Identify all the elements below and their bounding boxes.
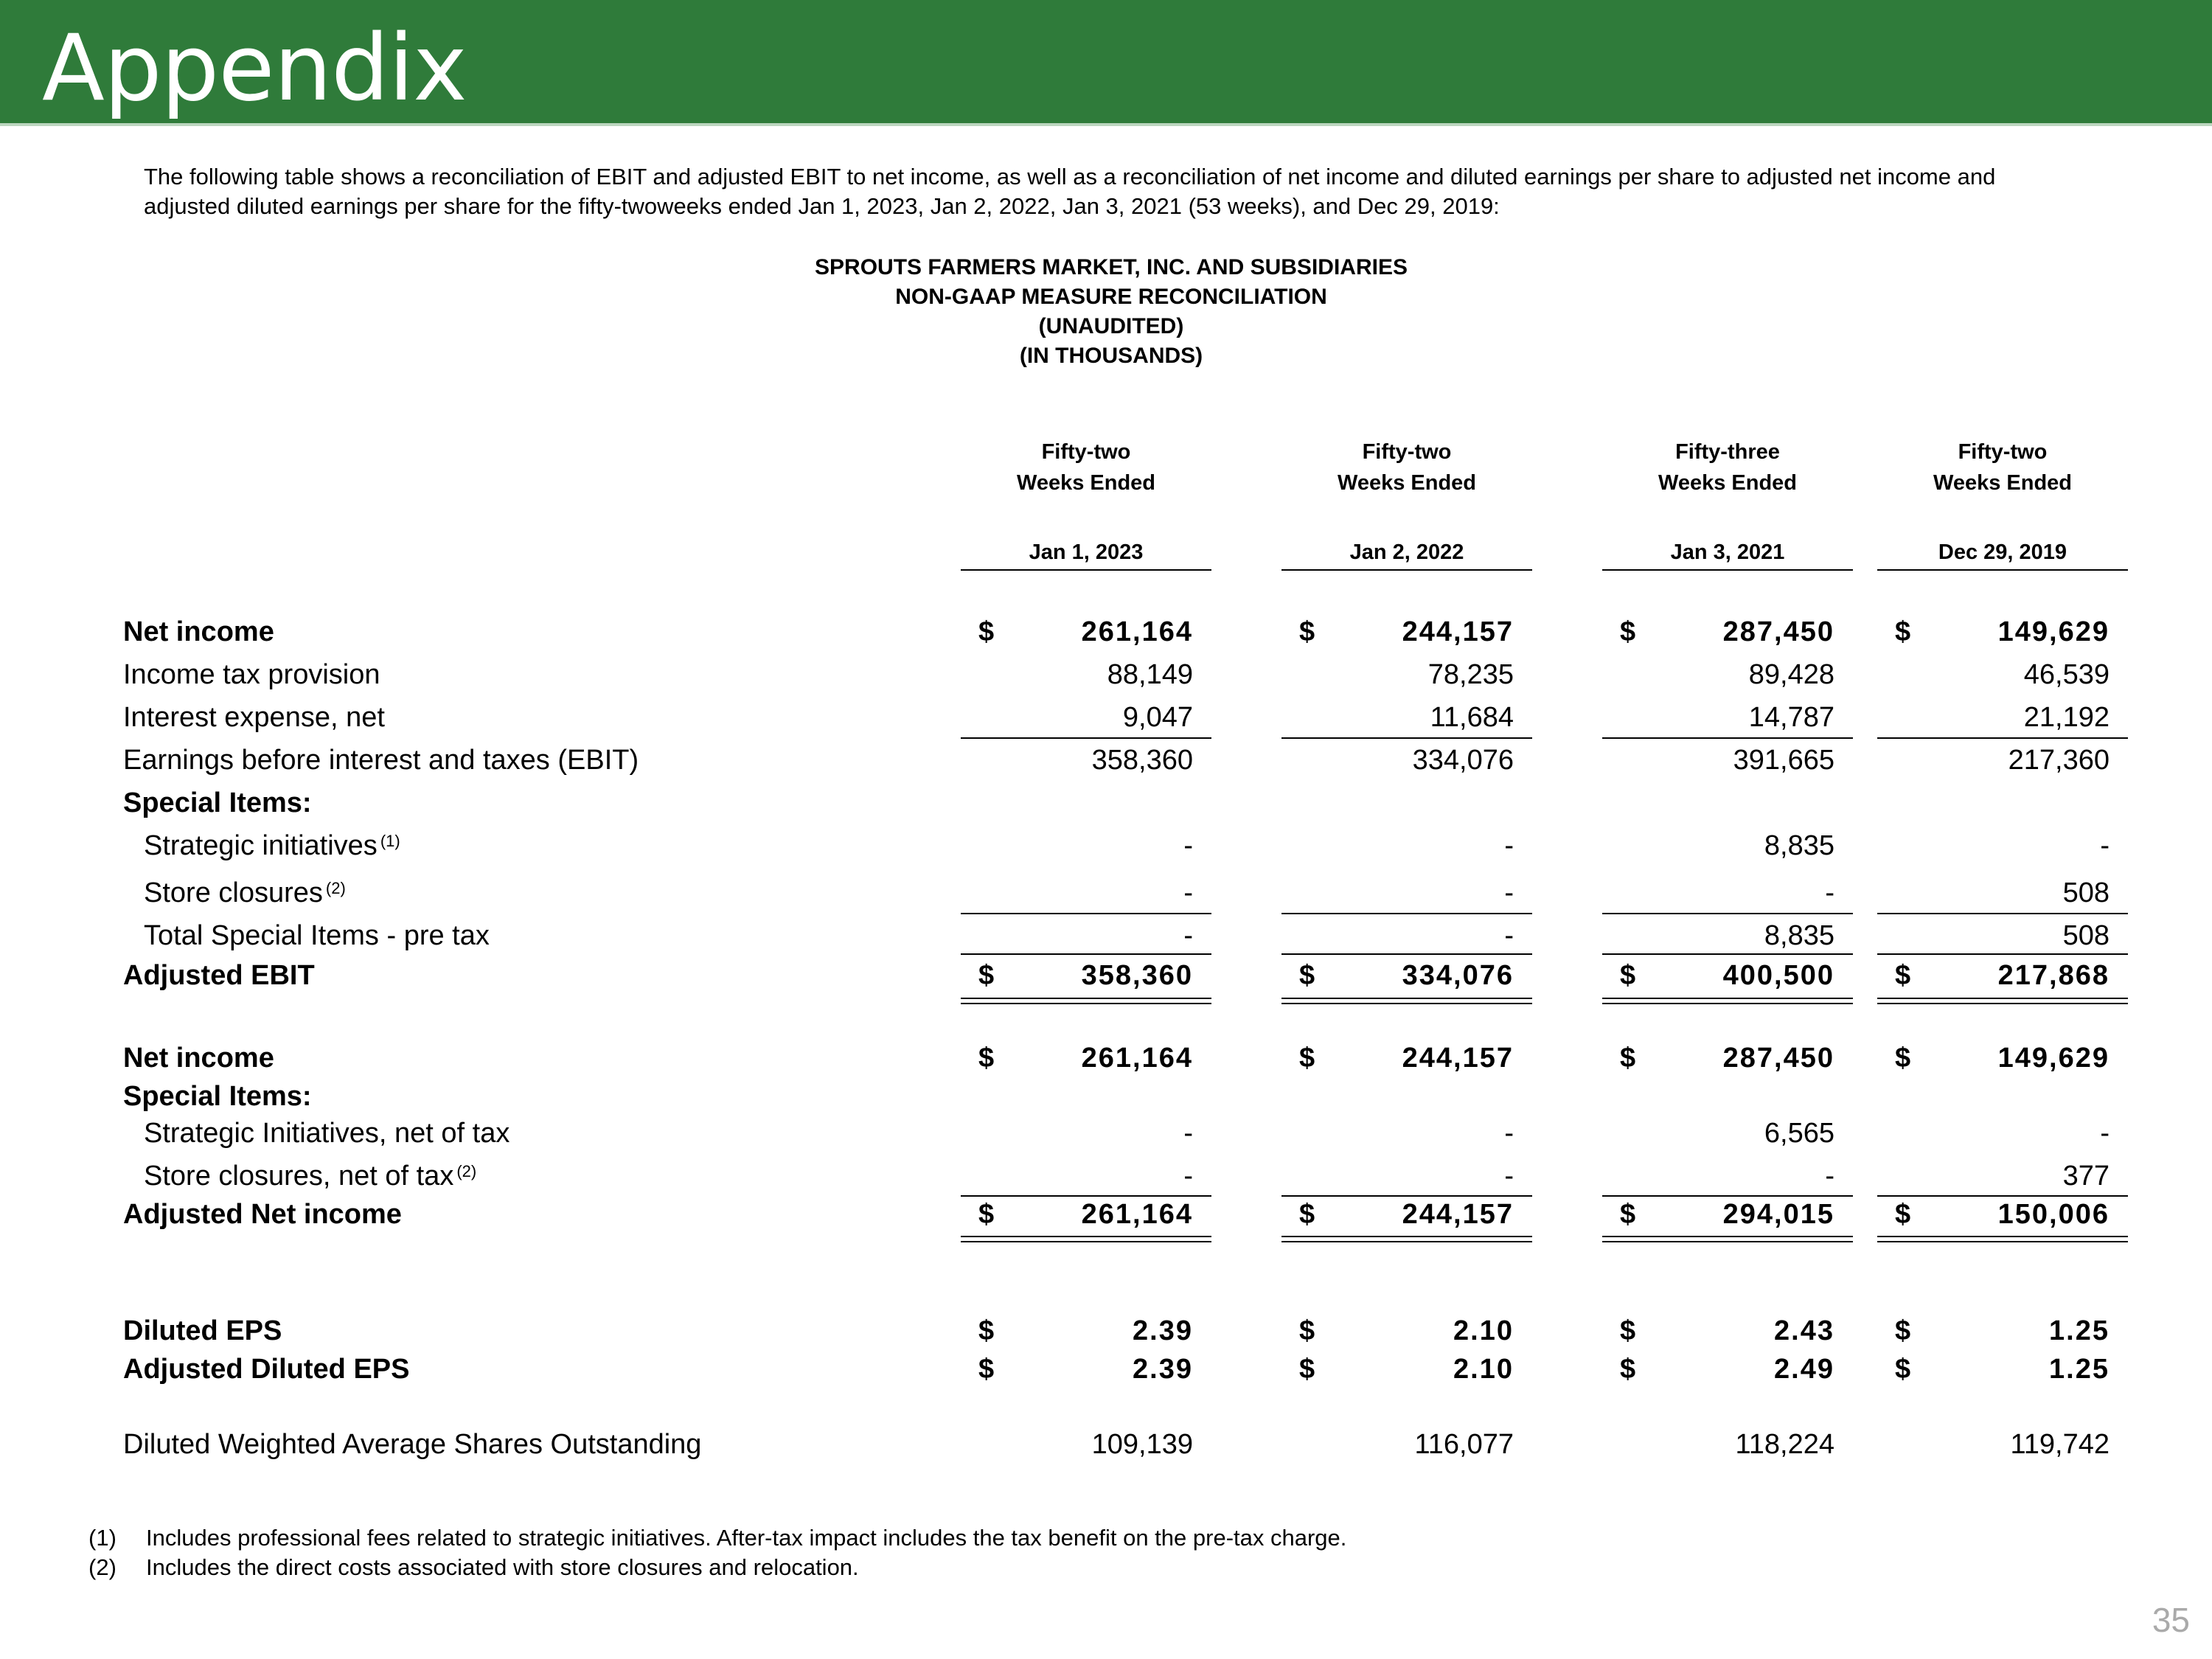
table-cell: -	[2100, 1118, 2110, 1149]
table-cell: 508	[2062, 920, 2110, 951]
currency-symbol: $	[1895, 960, 1911, 991]
table-cell: 6,565	[1764, 1118, 1834, 1149]
currency-symbol: $	[1895, 616, 1911, 647]
footnote-2	[88, 1553, 859, 1582]
underline-rule	[1877, 737, 2128, 739]
table-cell: 294,015	[1722, 1199, 1834, 1230]
intro-paragraph: The following table shows a reconciliation of EBIT and adjusted EBIT to net income, as well as a reconciliation of net income and diluted earnings per share to adjusted net income and adjusted diluted earnings per share for the fifty-twoweeks ended Jan 1, 2023, Jan 2, 2022, Jan 3, 2021 (53 weeks), and Dec 29, 2019:	[144, 164, 1996, 219]
underline-rule	[1877, 913, 2128, 914]
row-label-text: Adjusted EBIT	[123, 960, 315, 991]
currency-symbol: $	[1895, 1043, 1911, 1074]
currency-symbol: $	[978, 1199, 995, 1230]
column-weeks: Weeks Ended	[1658, 471, 1798, 495]
table-cell: 358,360	[1081, 960, 1193, 991]
table-cell: 150,006	[1997, 1199, 2110, 1230]
underline-rule	[1602, 569, 1853, 571]
underline-rule	[961, 737, 1211, 739]
column-period: Fifty-three	[1675, 440, 1780, 464]
table-cell: -	[1504, 877, 1514, 908]
underline-rule	[961, 1195, 1211, 1197]
row-label	[123, 656, 380, 693]
row-label-text: Net income	[123, 1043, 274, 1074]
table-cell: 2.49	[1774, 1354, 1834, 1385]
footnote-text: Includes professional fees related to strategic initiatives. After-tax impact includes the tax benefit on the pre-tax charge.	[146, 1525, 1347, 1551]
table-heading-company: SPROUTS FARMERS MARKET, INC. AND SUBSIDIARIES	[815, 255, 1408, 279]
underline-rule	[1877, 569, 2128, 571]
row-label-text: Income tax provision	[123, 659, 380, 690]
column-weeks: Weeks Ended	[1337, 471, 1477, 495]
table-cell: 287,450	[1722, 616, 1834, 647]
table-cell: 1.25	[2049, 1315, 2110, 1346]
underline-rule	[1281, 1236, 1532, 1237]
underline-rule	[961, 1003, 1211, 1004]
page-title: Appendix	[42, 15, 467, 122]
row-label	[123, 957, 315, 994]
table-cell: 2.39	[1133, 1354, 1193, 1385]
table-cell: 78,235	[1427, 659, 1514, 690]
footnote-number: (1)	[88, 1525, 116, 1551]
underline-rule	[1602, 1195, 1853, 1197]
footnote-1	[88, 1523, 1346, 1553]
table-cell: 261,164	[1081, 1199, 1193, 1230]
row-label-text: Adjusted Net income	[123, 1199, 402, 1230]
row-label	[144, 827, 400, 864]
table-cell: 8,835	[1764, 920, 1834, 951]
underline-rule	[1281, 1241, 1532, 1242]
table-cell: -	[1504, 830, 1514, 861]
underline-rule	[961, 953, 1211, 955]
footnote-marker: (1)	[380, 832, 400, 850]
table-heading-measure: NON-GAAP MEASURE RECONCILIATION	[895, 285, 1327, 309]
row-label	[123, 1040, 274, 1077]
column-date: Jan 1, 2023	[1029, 540, 1144, 564]
underline-rule	[961, 569, 1211, 571]
table-cell: 508	[2062, 877, 2110, 908]
table-cell: -	[1183, 1118, 1193, 1149]
row-label-text: Earnings before interest and taxes (EBIT)	[123, 745, 639, 776]
table-cell: 11,684	[1430, 702, 1514, 733]
underline-rule	[1281, 998, 1532, 999]
footnote-text: Includes the direct costs associated with store closures and relocation.	[146, 1554, 859, 1580]
currency-symbol: $	[1299, 1199, 1315, 1230]
underline-rule	[1602, 1241, 1853, 1242]
underline-rule	[1602, 998, 1853, 999]
column-weeks: Weeks Ended	[1016, 471, 1156, 495]
underline-rule	[1877, 1236, 2128, 1237]
footnote-marker: (2)	[325, 879, 346, 897]
row-label	[123, 1351, 409, 1388]
table-cell: -	[1183, 920, 1193, 951]
row-label	[144, 1158, 476, 1194]
table-cell: 287,450	[1722, 1043, 1834, 1074]
row-label	[123, 785, 312, 821]
currency-symbol: $	[1299, 960, 1315, 991]
table-heading-audit: (UNAUDITED)	[1038, 314, 1184, 338]
table-cell: 217,360	[2008, 745, 2110, 776]
table-cell: 2.10	[1453, 1354, 1514, 1385]
currency-symbol: $	[1895, 1315, 1911, 1346]
footnote-number: (2)	[88, 1554, 116, 1580]
column-period: Fifty-two	[1041, 440, 1131, 464]
table-cell: 109,139	[1091, 1429, 1193, 1460]
row-label-text: Store closures, net of tax	[144, 1161, 454, 1192]
underline-rule	[961, 1236, 1211, 1237]
column-period: Fifty-two	[1958, 440, 2048, 464]
row-label	[123, 1312, 282, 1349]
table-cell: -	[1504, 920, 1514, 951]
table-cell: 119,742	[2010, 1429, 2110, 1460]
row-label	[123, 742, 639, 779]
row-label	[144, 1115, 509, 1152]
underline-rule	[961, 913, 1211, 914]
table-cell: 2.39	[1133, 1315, 1193, 1346]
table-cell: 334,076	[1412, 745, 1514, 776]
column-period: Fifty-two	[1362, 440, 1452, 464]
table-cell: 1.25	[2049, 1354, 2110, 1385]
underline-rule	[1877, 953, 2128, 955]
table-cell: 149,629	[1997, 1043, 2110, 1074]
underline-rule	[1602, 913, 1853, 914]
column-date: Jan 2, 2022	[1349, 540, 1464, 564]
currency-symbol: $	[1620, 616, 1636, 647]
table-cell: 334,076	[1402, 960, 1514, 991]
currency-symbol: $	[978, 1043, 995, 1074]
table-cell: 89,428	[1748, 659, 1834, 690]
table-cell: 261,164	[1081, 616, 1193, 647]
currency-symbol: $	[978, 960, 995, 991]
row-label	[123, 1426, 701, 1463]
table-cell: -	[1504, 1161, 1514, 1192]
row-label	[123, 699, 385, 736]
row-label-text: Net income	[123, 616, 274, 647]
column-date: Dec 29, 2019	[1938, 540, 2067, 564]
underline-rule	[1877, 1195, 2128, 1197]
table-cell: 8,835	[1764, 830, 1834, 861]
table-cell: 261,164	[1081, 1043, 1193, 1074]
row-label-text: Strategic Initiatives, net of tax	[144, 1118, 510, 1149]
row-label-text: Strategic initiatives	[144, 830, 378, 861]
underline-rule	[1602, 737, 1853, 739]
table-cell: 2.43	[1774, 1315, 1834, 1346]
underline-rule	[1281, 569, 1532, 571]
row-label-text: Diluted EPS	[123, 1315, 282, 1346]
table-heading-units: (IN THOUSANDS)	[1019, 344, 1203, 368]
table-cell: 358,360	[1091, 745, 1193, 776]
row-label-text: Special Items:	[123, 1081, 312, 1112]
row-label	[123, 1078, 312, 1115]
table-cell: -	[2100, 830, 2110, 861]
currency-symbol: $	[978, 1354, 995, 1385]
currency-symbol: $	[1299, 616, 1315, 647]
row-label	[144, 874, 346, 911]
table-cell: 391,665	[1733, 745, 1834, 776]
underline-rule	[1877, 998, 2128, 999]
table-cell: 21,192	[2023, 702, 2110, 733]
row-label-text: Special Items:	[123, 787, 312, 818]
underline-rule	[1602, 1236, 1853, 1237]
underline-rule	[1602, 953, 1853, 955]
table-cell: 400,500	[1722, 960, 1834, 991]
footnote-marker: (2)	[456, 1162, 477, 1180]
underline-rule	[1281, 953, 1532, 955]
table-cell: 14,787	[1748, 702, 1834, 733]
underline-rule	[1281, 913, 1532, 914]
row-label	[144, 917, 490, 954]
table-cell: -	[1183, 1161, 1193, 1192]
page-number: 35	[2152, 1601, 2190, 1639]
underline-rule	[1877, 1003, 2128, 1004]
table-cell: 244,157	[1402, 616, 1514, 647]
currency-symbol: $	[978, 1315, 995, 1346]
currency-symbol: $	[1620, 1043, 1636, 1074]
row-label-text: Adjusted Diluted EPS	[123, 1354, 410, 1385]
column-weeks: Weeks Ended	[1933, 471, 2073, 495]
underline-rule	[1281, 1195, 1532, 1197]
table-cell: -	[1504, 1118, 1514, 1149]
table-cell: 9,047	[1122, 702, 1193, 733]
underline-rule	[1281, 1003, 1532, 1004]
column-date: Jan 3, 2021	[1670, 540, 1785, 564]
currency-symbol: $	[1620, 1199, 1636, 1230]
currency-symbol: $	[1895, 1199, 1911, 1230]
table-cell: 88,149	[1107, 659, 1193, 690]
table-cell: 377	[2062, 1161, 2110, 1192]
currency-symbol: $	[1620, 1315, 1636, 1346]
table-cell: 116,077	[1414, 1429, 1514, 1460]
table-cell: -	[1825, 877, 1834, 908]
table-cell: 149,629	[1997, 616, 2110, 647]
row-label	[123, 1196, 402, 1233]
table-cell: 244,157	[1402, 1043, 1514, 1074]
currency-symbol: $	[1299, 1354, 1315, 1385]
currency-symbol: $	[1299, 1315, 1315, 1346]
currency-symbol: $	[1620, 1354, 1636, 1385]
row-label-text: Diluted Weighted Average Shares Outstanding	[123, 1429, 702, 1460]
underline-rule	[961, 1241, 1211, 1242]
currency-symbol: $	[1895, 1354, 1911, 1385]
table-cell: -	[1825, 1161, 1834, 1192]
table-cell: -	[1183, 830, 1193, 861]
table-cell: 46,539	[2023, 659, 2110, 690]
currency-symbol: $	[1299, 1043, 1315, 1074]
underline-rule	[1281, 737, 1532, 739]
underline-rule	[961, 998, 1211, 999]
row-label-text: Total Special Items - pre tax	[144, 920, 490, 951]
currency-symbol: $	[978, 616, 995, 647]
table-cell: 244,157	[1402, 1199, 1514, 1230]
row-label-text: Interest expense, net	[123, 702, 385, 733]
table-cell: -	[1183, 877, 1193, 908]
table-cell: 2.10	[1453, 1315, 1514, 1346]
table-cell: 217,868	[1997, 960, 2110, 991]
underline-rule	[1602, 1003, 1853, 1004]
underline-rule	[1877, 1241, 2128, 1242]
table-cell: 118,224	[1735, 1429, 1834, 1460]
currency-symbol: $	[1620, 960, 1636, 991]
row-label	[123, 613, 274, 650]
row-label-text: Store closures	[144, 877, 323, 908]
